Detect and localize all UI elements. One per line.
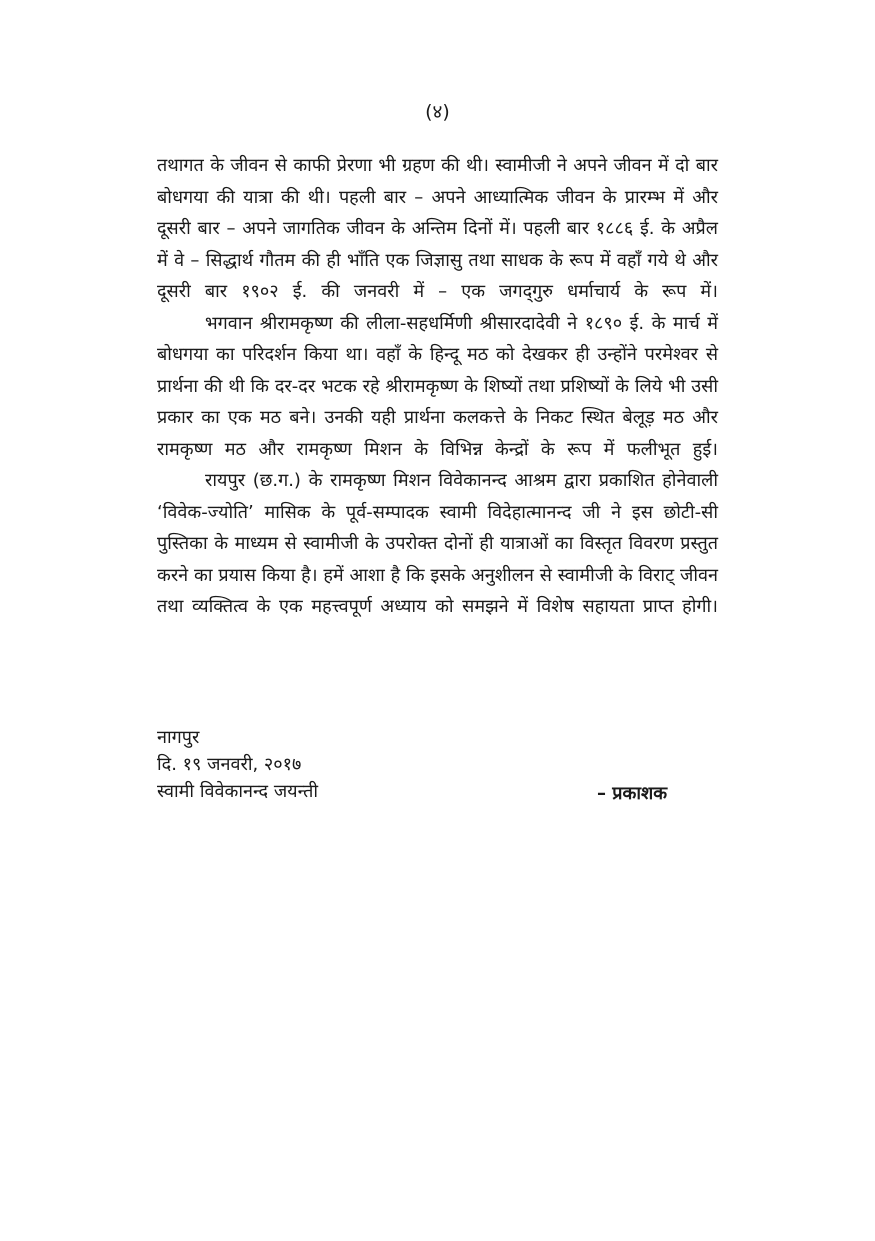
footer-place: नागपुर [157,727,200,748]
paragraph-1: तथागत के जीवन से काफी प्रेरणा भी ग्रहण की थी। स्वामीजी ने अपने जीवन में दो बार बोधगया की यात्रा की थी। पहली बार – अपने आध्यात्मिक जीवन के प्रारम्भ में और दूसरी बार – अपने जागतिक जीवन के अन्तिम दिनों में। पहली बार १८८६ ई. के अप्रैल में वे – सिद्धार्थ गौतम की ही भाँति एक जिज्ञासु तथा साधक के रूप में वहाँ गये थे और दूसरी बार १९०२ ई. की जनवरी में – एक जगद्‌गुरु धर्माचार्य के रूप में। [157,155,718,302]
footer-date: दि. १९ जनवरी, २०१७ [157,754,302,775]
footer-occasion: स्वामी विवेकानन्द जयन्ती [157,781,319,802]
page-number: (४) [425,101,450,123]
paragraph-2: भगवान श्रीरामकृष्ण की लीला-सहधर्मिणी श्रीसारदादेवी ने १८९० ई. के मार्च में बोधगया का परिदर्शन किया था। वहाँ के हिन्दू मठ को देखकर ही उन्होंने परमेश्वर से प्रार्थना की थी कि दर-दर भटक रहे श्रीरामकृष्ण के शिष्यों तथा प्रशिष्यों के लिये भी उसी प्रकार का एक मठ बने। उनकी यही प्रार्थना कलकत्ते के निकट स्थित बेलूड़ मठ और रामकृष्ण मठ और रामकृष्ण मिशन के विभिन्न केन्द्रों के रूप में फलीभूत हुई। [157,312,718,460]
body-text [157,150,718,623]
paragraph-3: रायपुर (छ.ग.) के रामकृष्ण मिशन विवेकानन्द आश्रम द्वारा प्रकाशित होनेवाली ‘विवेक-ज्योति’ मासिक के पूर्व-सम्पादक स्वामी विदेहात्मानन्द जी ने इस छोटी-सी पुस्तिका के माध्यम से स्वामीजी के उपरोक्त दोनों ही यात्राओं का विस्तृत विवरण प्रस्तुत करने का प्रयास किया है। हमें आशा है कि इसके अनुशीलन से स्वामीजी के विराट् जीवन तथा व्यक्तित्व के एक महत्त्वपूर्ण अध्याय को समझने में विशेष सहायता प्राप्त होगी। [157,470,718,617]
publisher-signature: – प्रकाशक [597,783,668,804]
